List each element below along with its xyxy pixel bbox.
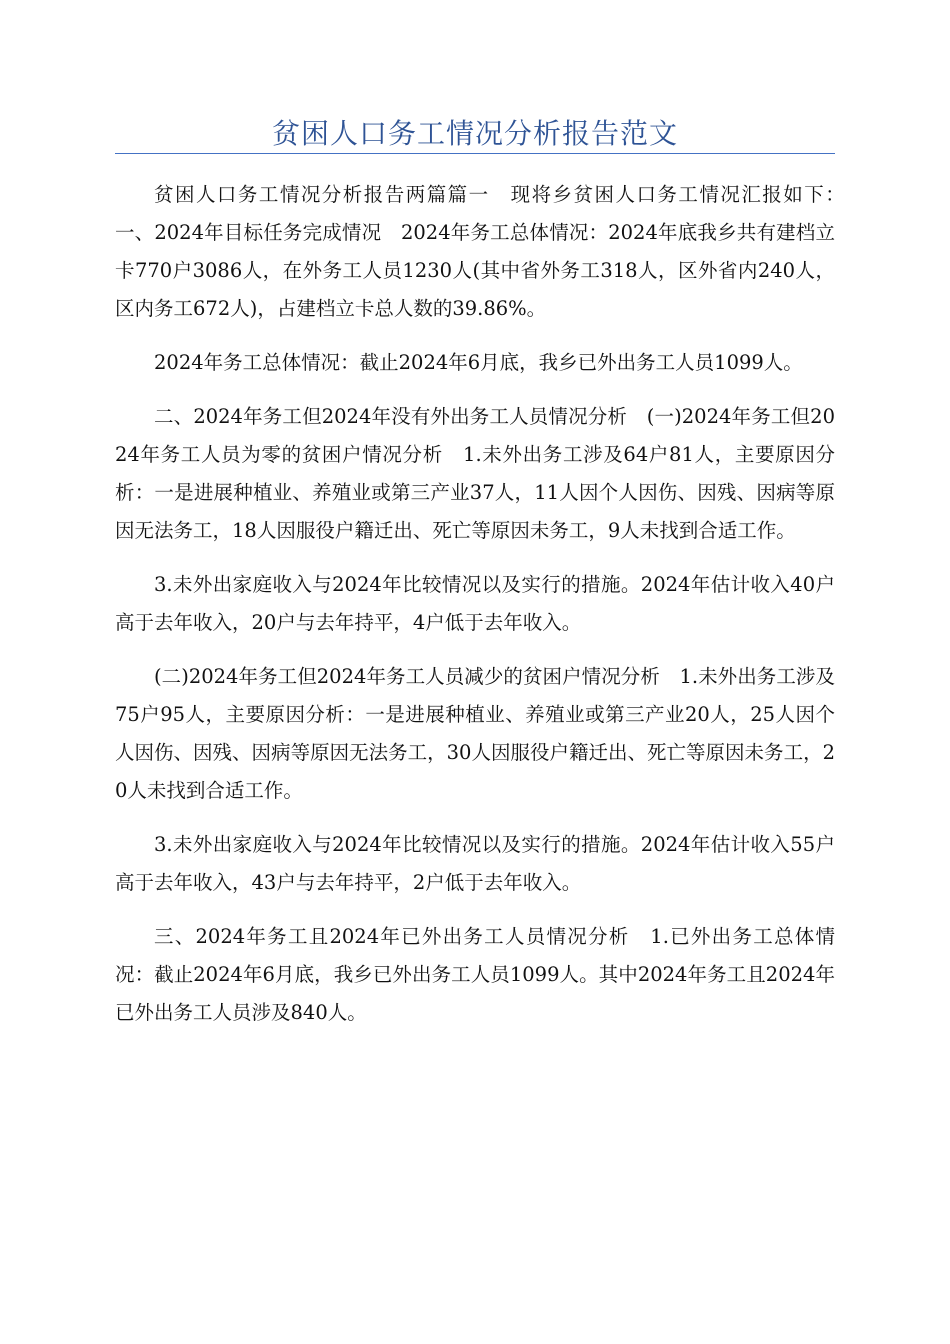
paragraph-4: 3.未外出家庭收入与2024年比较情况以及实行的措施。2024年估计收入40户高于去年收入，20户与去年持平，4户低于去年收入。 (115, 573, 835, 634)
document-body (115, 176, 855, 1048)
paragraph-7: 三、2024年务工且2024年已外出务工人员情况分析 1.已外出务工总体情况：截止2024年6月底，我乡已外出务工人员1099人。其中2024年务工且2024年已外出务工人员涉及840人。 (115, 925, 835, 1024)
paragraph-1: 贫困人口务工情况分析报告两篇篇一 现将乡贫困人口务工情况汇报如下： 一、2024年目标任务完成情况 2024年务工总体情况：2024年底我乡共有建档立卡770户3086人，在外务工人员1230人(其中省外务工318人，区外省内240人，区内务工672人)，占建档立卡总人数的39.86%。 (115, 183, 855, 320)
paragraph-2: 2024年务工总体情况：截止2024年6月底，我乡已外出务工人员1099人。 (154, 351, 803, 374)
title-underline (115, 153, 835, 154)
paragraph-5: (二)2024年务工但2024年务工人员减少的贫困户情况分析 1.未外出务工涉及75户95人，主要原因分析：一是进展种植业、养殖业或第三产业20人，25人因个人因伤、因残、因病等原因无法务工，30人因服役户籍迁出、死亡等原因未务工，20人未找到合适工作。 (115, 665, 835, 802)
document-title: 贫困人口务工情况分析报告范文 (271, 117, 678, 150)
paragraph-6: 3.未外出家庭收入与2024年比较情况以及实行的措施。2024年估计收入55户高于去年收入，43户与去年持平，2户低于去年收入。 (115, 833, 835, 894)
paragraph-3: 二、2024年务工但2024年没有外出务工人员情况分析 (一)2024年务工但2024年务工人员为零的贫困户情况分析 1.未外出务工涉及64户81人，主要原因分析：一是进展种植业、养殖业或第三产业37人，11人因个人因伤、因残、因病等原因无法务工，18人因服役户籍迁出、死亡等原因未务工，9人未找到合适工作。 (115, 405, 835, 542)
